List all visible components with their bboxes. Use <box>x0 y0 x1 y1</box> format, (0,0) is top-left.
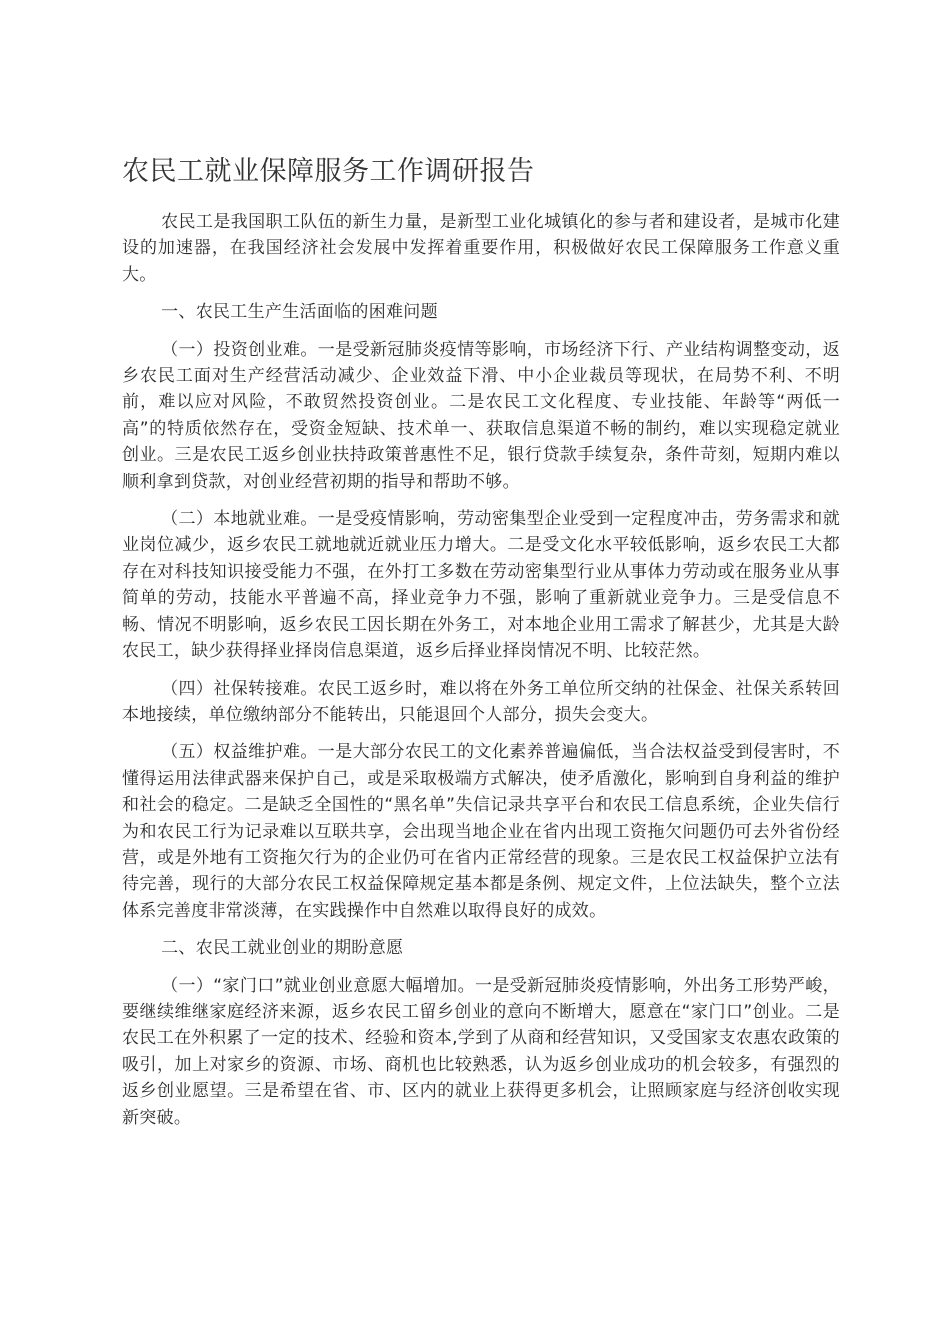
section-heading-2: 二、农民工就业创业的期盼意愿 <box>161 938 404 959</box>
paragraph-social-security: （四）社保转接难。农民工返乡时，难以将在外务工单位所交纳的社保金、社保关系转回本地接续，单位缴纳部分不能转出，只能退回个人部分，损失会变大。 <box>122 678 840 725</box>
paragraph-investment: （一）投资创业难。一是受新冠肺炎疫情等影响，市场经济下行、产业结构调整变动，返乡农民工面对生产经营活动减少、企业效益下滑、中小企业裁员等现状，在局势不利、不明前，难以应对风险，不敢贸然投资创业。二是农民工文化程度、专业技能、年龄等“两低一高”的特质依然存在，受资金短缺、技术单一、获取信息渠道不畅的制约，难以实现稳定就业创业。三是农民工返乡创业扶持政策普惠性不足，银行贷款手续复杂，条件苛刻，短期内难以顺利拿到贷款，对创业经营初期的指导和帮助不够。 <box>122 339 840 492</box>
document-title: 农民工就业保障服务工作调研报告 <box>122 156 535 187</box>
document-body <box>122 209 840 1142</box>
paragraph-local-employment: （二）本地就业难。一是受疫情影响，劳动密集型企业受到一定程度冲击，劳务需求和就业岗位减少，返乡农民工就地就近就业压力增大。二是受文化水平较低影响，返乡农民工大都存在对科技知识接受能力不强，在外打工多数在劳动密集型行业从事体力劳动或在服务业从事简单的劳动，技能水平普遍不高，择业竞争力不强，影响了重新就业竞争力。三是受信息不畅、情况不明影响，返乡农民工因长期在外务工，对本地企业用工需求了解甚少，尤其是大龄农民工，缺少获得择业择岗信息渠道，返乡后择业择岗情况不明、比较茫然。 <box>122 509 840 662</box>
paragraph-rights-protection: （五）权益维护难。一是大部分农民工的文化素养普遍偏低，当合法权益受到侵害时，不懂得运用法律武器来保护自己，或是采取极端方式解决，使矛盾激化，影响到自身利益的维护和社会的稳定。二是缺乏全国性的“黑名单”失信记录共享平台和农民工信息系统，企业失信行为和农民工行为记录难以互联共享，会出现当地企业在省内出现工资拖欠问题仍可去外省份经营，或是外地有工资拖欠行为的企业仍可在省内正常经营的现象。三是农民工权益保护立法有待完善，现行的大部分农民工权益保障规定基本都是条例、规定文件，上位法缺失，整个立法体系完善度非常淡薄，在实践操作中自然难以取得良好的成效。 <box>122 742 840 921</box>
paragraph-home-employment: （一）“家门口”就业创业意愿大幅增加。一是受新冠肺炎疫情影响，外出务工形势严峻，要继续维继家庭经济来源，返乡农民工留乡创业的意向不断增大，愿意在“家门口”创业。二是农民工在外积累了一定的技术、经验和资本,学到了从商和经营知识，又受国家支农惠农政策的吸引，加上对家乡的资源、市场、商机也比较熟悉，认为返乡创业成功的机会较多，有强烈的返乡创业愿望。三是希望在省、市、区内的就业上获得更多机会，让照顾家庭与经济创收实现新突破。 <box>122 975 840 1128</box>
section-heading-1: 一、农民工生产生活面临的困难问题 <box>161 302 438 323</box>
intro-paragraph: 农民工是我国职工队伍的新生力量，是新型工业化城镇化的参与者和建设者，是城市化建设的加速器，在我国经济社会发展中发挥着重要作用，积极做好农民工保障服务工作意义重大。 <box>122 212 840 285</box>
